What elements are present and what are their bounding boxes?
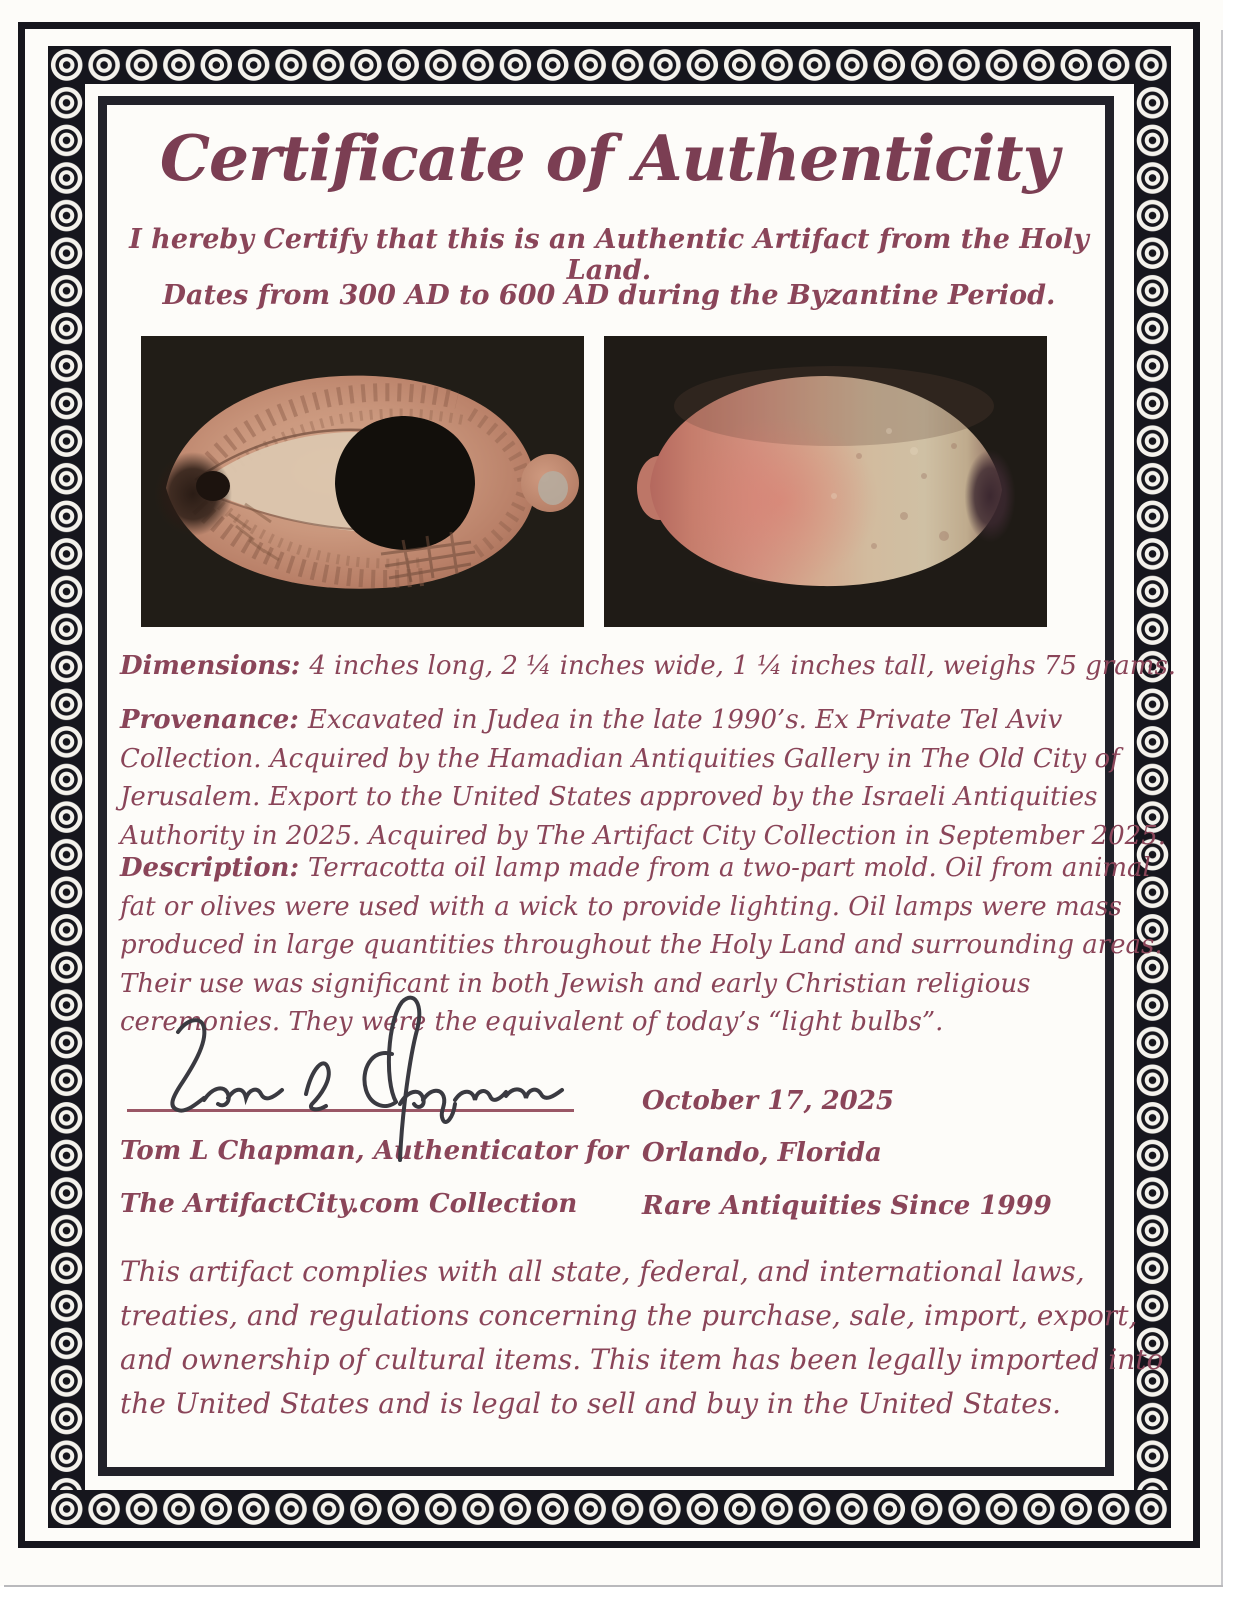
description-section: Description: Terracotta oil lamp made from a two-part mold. Oil from animal fat or olives were used with a wick to provide lighting. Oil lamps were mass produced in large quantities throughout the Holy Land and surrounding areas. Their use was significant in both Jewish and early Christian religious ceremonies. They were the equivalent of today’s “light bulbs”. [120,853,1163,1037]
lamp-filling-hole [335,416,475,550]
authenticator-name: Tom L Chapman, Authenticator for [120,1136,628,1166]
certificate-city: Orlando, Florida [642,1138,882,1168]
certify-statement: I hereby Certify that this is an Authentic Artifact from the Holy Land. [129,224,1089,286]
artifact-photo-bottom-view [604,336,1047,627]
legal-statement: This artifact complies with all state, federal, and international laws, treaties, and regulations concerning the purchase, sale, import, export, and ownership of cultural items. This item has been legally imported into the United States and is legal to sell and buy in the United States. [120,1255,1164,1420]
description-label: Description: [120,853,300,883]
ornament-band-top [48,46,1171,84]
signature-handwriting [130,992,600,1167]
dimensions-section [120,648,1176,684]
company-tagline: Rare Antiquities Since 1999 [642,1191,1052,1221]
wick-hole [196,471,230,501]
artifact-photo-top-view [141,336,584,627]
scan-edge-right [1221,30,1223,1586]
provenance-label: Provenance: [120,705,299,735]
burnt-nozzle-area [141,438,245,550]
collection-name: The ArtifactCity.com Collection [120,1189,578,1219]
scan-edge-bottom [4,1585,1223,1587]
dimensions-label: Dimensions: [120,651,301,681]
dark-encrustation [956,434,1024,558]
dimensions-text: 4 inches long, 2 ¼ inches wide, 1 ¼ inches tall, weighs 75 grams. [309,651,1177,681]
ornament-band-left [48,84,85,1490]
dating-statement: Dates from 300 AD to 600 AD during the Byzantine Period. [162,280,1056,311]
certificate-date: October 17, 2025 [642,1086,894,1116]
certificate-title: Certificate of Authenticity [159,121,1059,195]
provenance-section: Provenance: Excavated in Judea in the late 1990’s. Ex Private Tel Aviv Collection. Acquired by the Hamadian Antiquities Gallery in The Old City of Jerusalem. Export to the United States approved by the Israeli Antiquities Authority in 2025. Acquired by The Artifact City Collection in September 2025. [120,705,1166,851]
ornament-band-bottom [48,1490,1171,1528]
